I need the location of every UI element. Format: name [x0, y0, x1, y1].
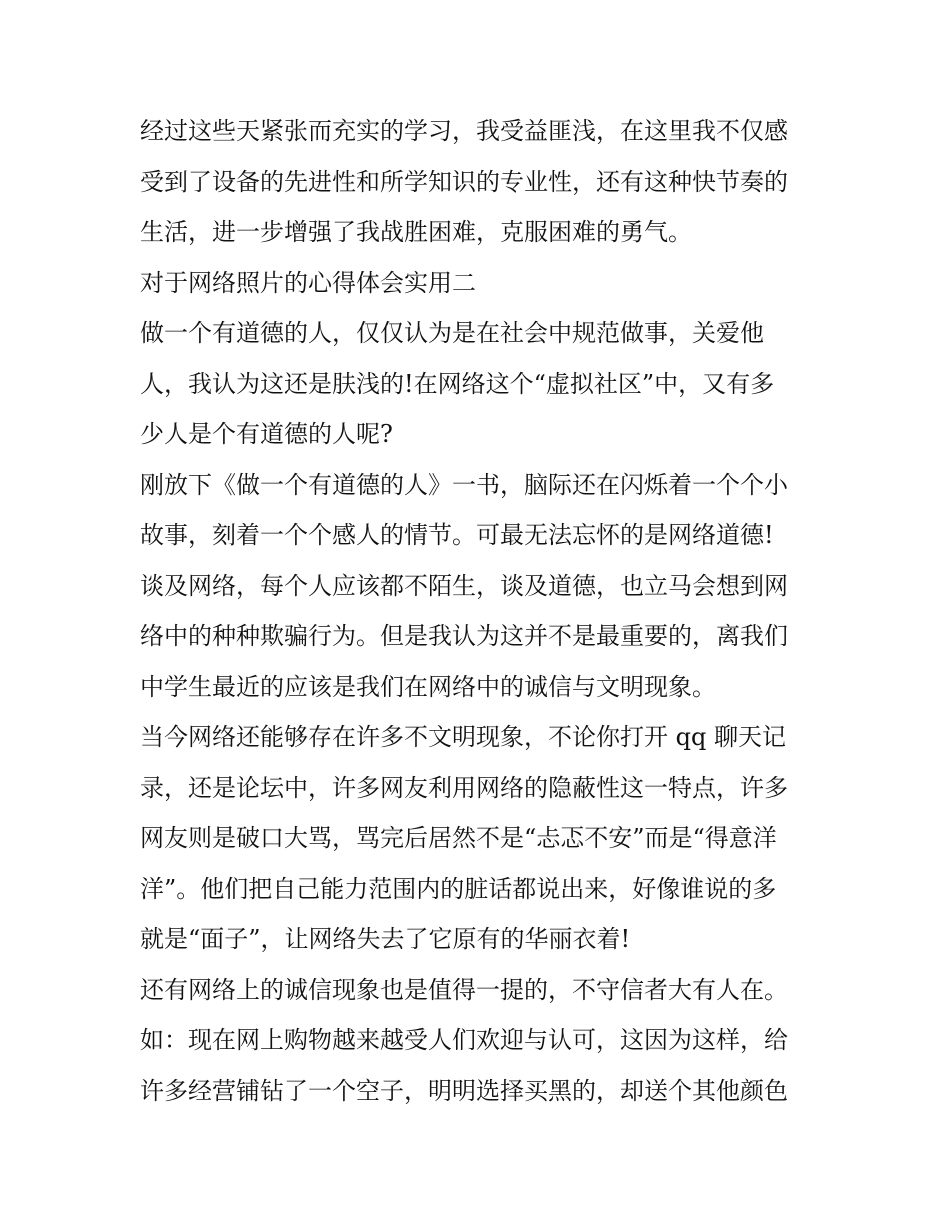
- text-line: 如：现在网上购物越来越受人们欢迎与认可，这因为这样，给: [140, 1026, 788, 1054]
- text-line: 人，我认为这还是肤浅的!在网络这个“虚拟社区”中，又有多: [140, 369, 775, 398]
- text-line: 还有网络上的诚信现象也是值得一提的，不守信者大有人在。: [140, 975, 788, 1004]
- text-line: 当今网络还能够存在许多不文明现象，不论你打开 qq 聊天记: [140, 723, 786, 751]
- text-line: 谈及网络，每个人应该都不陌生，谈及道德，也立马会想到网: [140, 571, 788, 600]
- text-line: 洋”。他们把自己能力范围内的脏话都说出来，好像谁说的多: [140, 874, 777, 903]
- text-line: 故事，刻着一个个感人的情节。可最无法忘怀的是网络道德!: [140, 521, 774, 549]
- text-line: 许多经营铺钻了一个空子，明明选择买黑的，却送个其他颜色: [140, 1076, 788, 1105]
- text-line: 录，还是论坛中，许多网友利用网络的隐蔽性这一特点，许多: [140, 773, 788, 802]
- document-body: [140, 106, 820, 1116]
- text-line: 少人是个有道德的人呢?: [140, 420, 393, 448]
- text-line: 络中的种种欺骗行为。但是我认为这并不是最重要的，离我们: [140, 622, 788, 650]
- text-line: 网友则是破口大骂，骂完后居然不是“忐忑不安”而是“得意洋: [140, 824, 777, 852]
- text-line: 做一个有道德的人，仅仅认为是在社会中规范做事，关爱他: [140, 319, 764, 347]
- text-line: 刚放下《做一个有道德的人》一书，脑际还在闪烁着一个个小: [140, 470, 788, 499]
- section-heading: 对于网络照片的心得体会实用二: [140, 268, 476, 297]
- text-line: 就是“面子”，让网络失去了它原有的华丽衣着!: [140, 925, 631, 953]
- text-line: 生活，进一步增强了我战胜困难，克服困难的勇气。: [140, 218, 692, 246]
- text-line: 中学生最近的应该是我们在网络中的诚信与文明现象。: [140, 672, 716, 701]
- text-line: 受到了设备的先进性和所学知识的专业性，还有这种快节奏的: [140, 167, 788, 196]
- text-line: 经过这些天紧张而充实的学习，我受益匪浅，在这里我不仅感: [140, 117, 788, 145]
